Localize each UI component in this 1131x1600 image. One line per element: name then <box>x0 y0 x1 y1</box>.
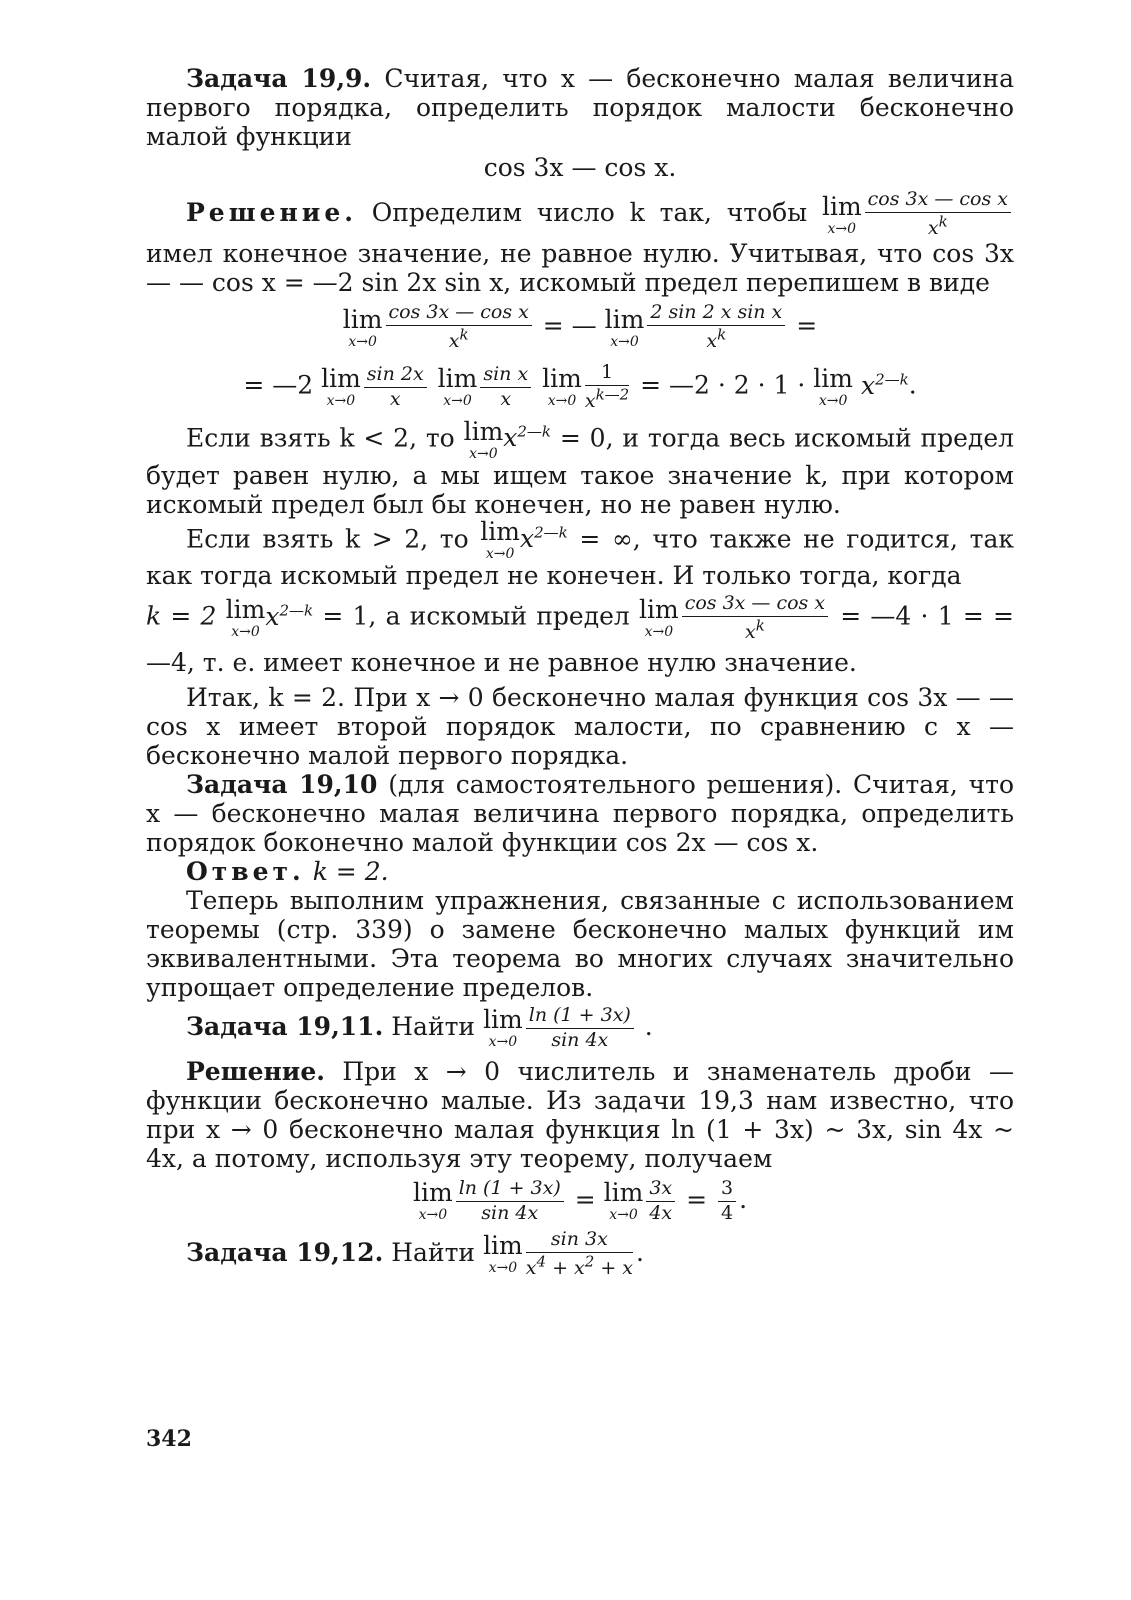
task-formula: cos 3x — cos x. <box>483 153 677 182</box>
answer-label: Ответ. <box>186 856 305 886</box>
page-body <box>146 64 1014 1279</box>
paragraph-k-greater-2: Если взять k > 2, то lim x→0 $x^{2—k}$ = ∞, что также не годится, так как тогда искомый предел не конечен. И только тогда, когда <box>146 517 1014 591</box>
answer-value: k = 2. <box>312 856 389 886</box>
solution-text-b: имел конечное значение, не равное нулю. Учитывая, что cos 3x — — cos x = —2 sin 2x sin x, искомый предел перепишем в виде <box>146 239 1014 298</box>
task-19-10: Задача 19,10 (для самостоятельного решения). Считая, что x — бесконечно малая величина первого порядка, определить порядок боконечно малой функции cos 2x — cos x. <box>146 769 1015 857</box>
task-19-12: Задача 19,12. Найти lim x→0 $\frac{\sin 3x}{x^4 + x^2 + x}$ . <box>186 1227 644 1279</box>
solution-19-11: Решение. При x → 0 числитель и знаменатель дроби — функции бесконечно малые. Из задачи 19,3 нам известно, что при x → 0 бесконечно малая функция ln (1 + 3x) ~ 3x, sin 4x ~ 4x, а потому, используя эту теорему, получаем <box>146 1056 1014 1173</box>
paragraph-k-equal-2: k = 2 lim x→0 $x^{2—k} = 1$, а искомый предел lim x→0 $\frac{\text{cos 3x — cos x}}{x^k}$ = —4 · 1 = = —4, т. е. имеет конечное и не равное нулю значение. <box>146 591 1014 677</box>
equation-line-1: lim x→0 $\frac{\text{cos 3x — cos x}}{x^k}$ = — lim x→0 $\frac{\text{2 sin 2 x sin x}}{x^k}$ = <box>342 301 818 353</box>
solution-label: Решение. <box>186 198 357 228</box>
answer <box>146 857 1014 886</box>
task-label: Задача 19,11. <box>186 1011 384 1041</box>
task-19-9 <box>146 64 1014 151</box>
limit-expression: lim x→0 <box>821 191 862 237</box>
task-19-11: Задача 19,11. Найти lim x→0 $\frac{\ln (1 + 3x)}{\sin 4x}$ . <box>186 1003 653 1051</box>
task-label: Задача 19,9. <box>186 64 372 93</box>
task-text: Считая, что x — бесконечно малая величина первого порядка, определить порядок малости бесконечно малой функции <box>146 64 1014 151</box>
task-label: Задача 19,10 <box>186 769 378 799</box>
solution-paragraph <box>146 190 1014 297</box>
equation-19-11: lim x→0 $\frac{\ln (1 + 3x)}{\sin 4x}$ = lim x→0 $\frac{3x}{4x}$ = $\frac{3}{4}$ . <box>412 1176 748 1224</box>
solution-text-a: Определим число k так, чтобы <box>371 198 808 228</box>
solution-label: Решение. <box>186 1056 325 1086</box>
page-number: 342 <box>146 1426 192 1452</box>
conclusion-paragraph: Итак, k = 2. При x → 0 бесконечно малая функция cos 3x — — cos x имеет второй порядок малости, по сравнению с x — бесконечно малой первого порядка. <box>146 682 1014 770</box>
task-label: Задача 19,12. <box>186 1237 384 1267</box>
theorem-paragraph: Теперь выполним упражнения, связанные с использованием теоремы (стр. 339) о замене бесконечно малых функций им эквивалентными. Эта теорема во многих случаях значительно упрощает определение пределов. <box>146 885 1014 1002</box>
fraction: $\frac{\text{cos 3x — cos x}}{x^k}$ <box>865 190 1011 239</box>
paragraph-k-less-2: Если взять k < 2, то lim x→0 $x^{2—k} = 0$, и тогда весь искомый предел будет равен нулю, а мы ищем такое значение k, при котором искомый предел был бы конечен, но не равен нулю. <box>146 416 1014 519</box>
equation-line-2: = —2 lim x→0 $\frac{\sin 2x}{x}$ lim x→0 $\frac{\text{sin x}}{x}$ lim x→0 $\frac{1}{x^{k—2}}$ = —2 · 2 · 1 · lim x→0 $x^{2—k}$. <box>243 360 917 412</box>
